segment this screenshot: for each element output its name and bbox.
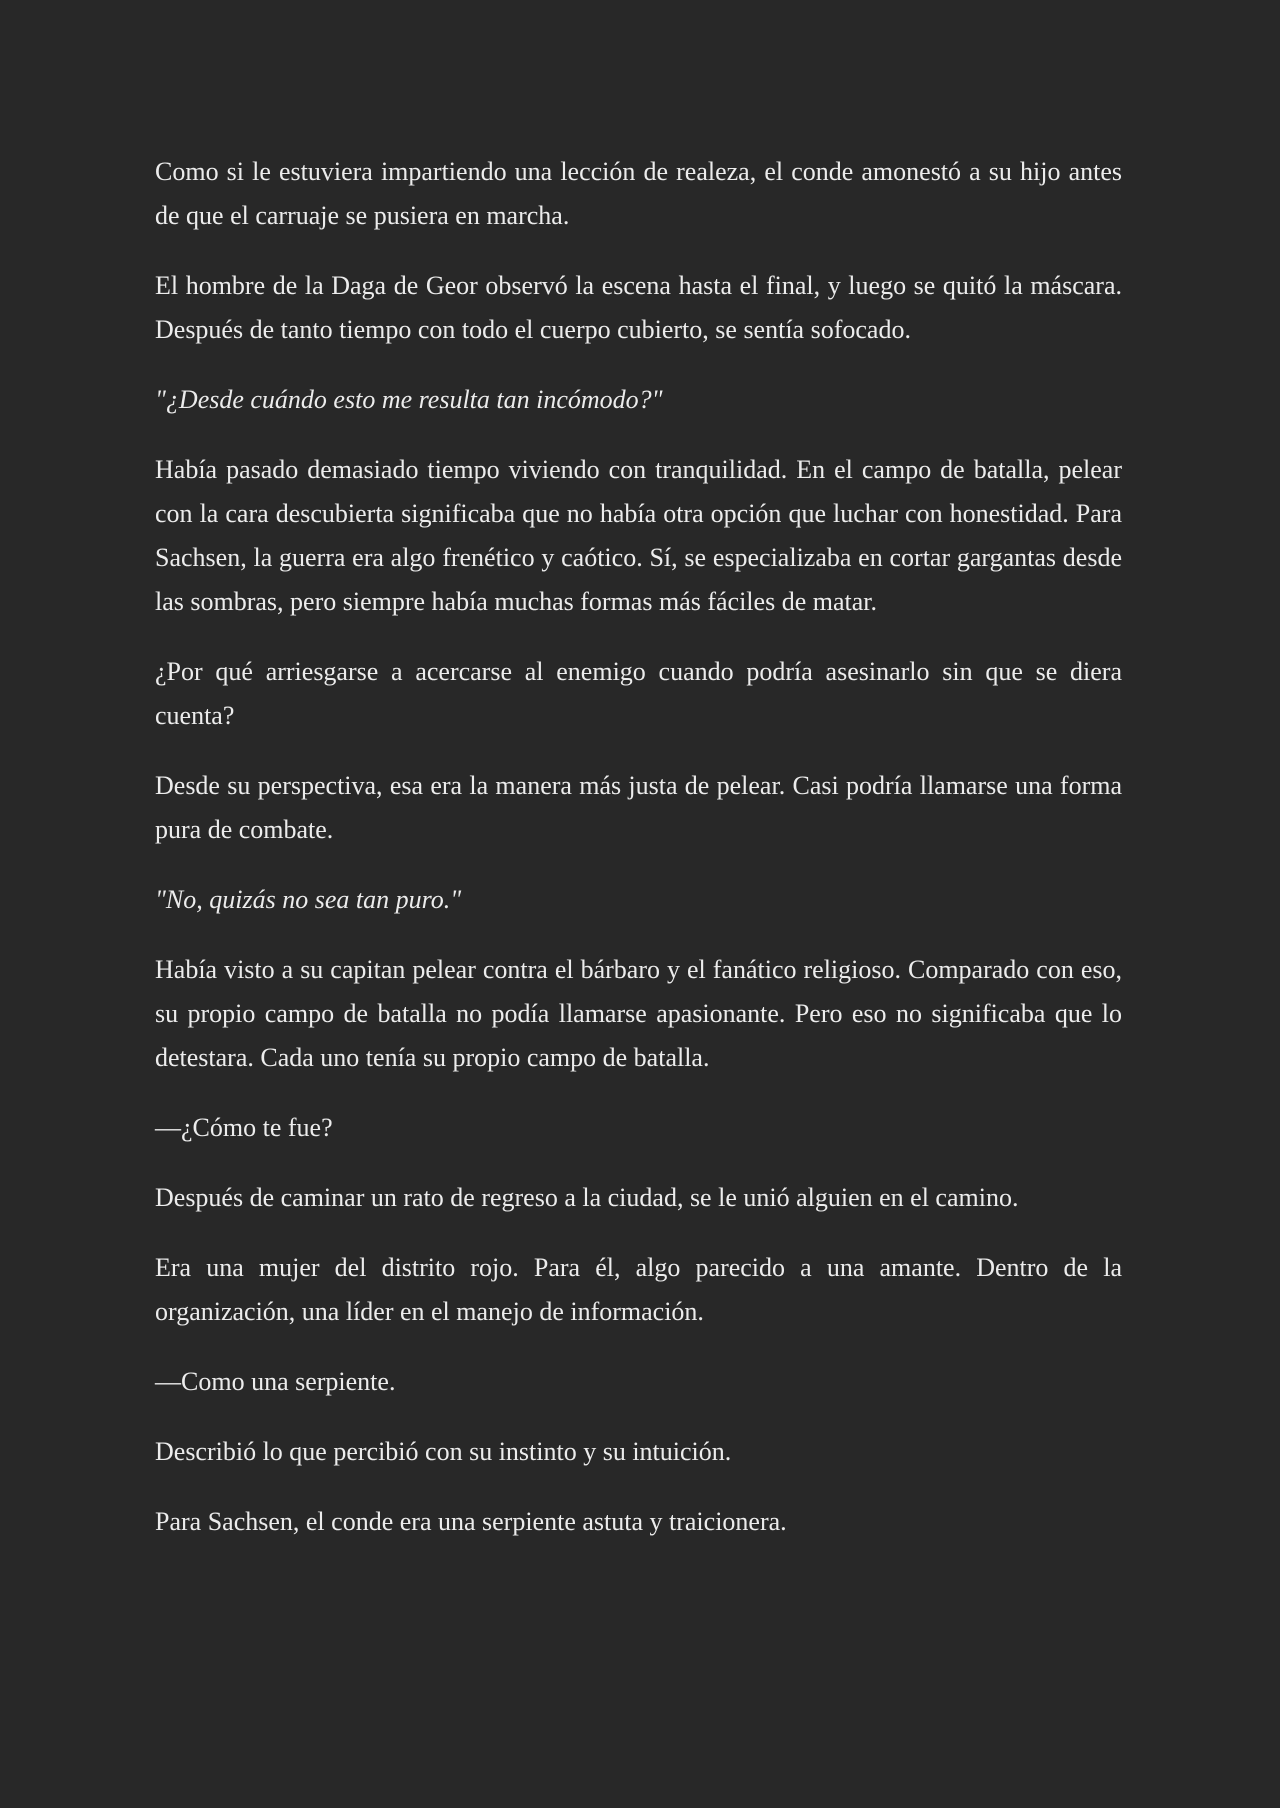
paragraph: Después de caminar un rato de regreso a la ciudad, se le unió alguien en el camino.: [155, 1183, 1019, 1212]
paragraph: Para Sachsen, el conde era una serpiente astuta y traicionera.: [155, 1507, 787, 1536]
paragraph-dialogue: —¿Cómo te fue?: [155, 1113, 333, 1142]
paragraph-italic-thought: "No, quizás no sea tan puro.": [155, 885, 462, 914]
paragraph: Como si le estuviera impartiendo una lección de realeza, el conde amonestó a su hijo antes de que el carruaje se pusiera en marcha.: [155, 157, 1122, 230]
paragraph-dialogue: —Como una serpiente.: [155, 1367, 396, 1396]
paragraph: Era una mujer del distrito rojo. Para él, algo parecido a una amante. Dentro de la organización, una líder en el manejo de información.: [155, 1253, 1122, 1326]
paragraph: Describió lo que percibió con su instinto y su intuición.: [155, 1437, 732, 1466]
reader-page: [155, 150, 1122, 1570]
paragraph: ¿Por qué arriesgarse a acercarse al enemigo cuando podría asesinarlo sin que se diera cuenta?: [155, 657, 1122, 730]
paragraph: Desde su perspectiva, esa era la manera más justa de pelear. Casi podría llamarse una forma pura de combate.: [155, 771, 1122, 844]
paragraph: Había visto a su capitan pelear contra el bárbaro y el fanático religioso. Comparado con eso, su propio campo de batalla no podía llamarse apasionante. Pero eso no significaba que lo detestara. Cada uno tenía su propio campo de batalla.: [155, 955, 1122, 1072]
paragraph: El hombre de la Daga de Geor observó la escena hasta el final, y luego se quitó la máscara. Después de tanto tiempo con todo el cuerpo cubierto, se sentía sofocado.: [155, 271, 1122, 344]
paragraph: Había pasado demasiado tiempo viviendo con tranquilidad. En el campo de batalla, pelear con la cara descubierta significaba que no había otra opción que luchar con honestidad. Para Sachsen, la guerra era algo frenético y caótico. Sí, se especializaba en cortar gargantas desde las sombras, pero siempre había muchas formas más fáciles de matar.: [155, 455, 1122, 616]
paragraph-italic-thought: "¿Desde cuándo esto me resulta tan incómodo?": [155, 385, 663, 414]
